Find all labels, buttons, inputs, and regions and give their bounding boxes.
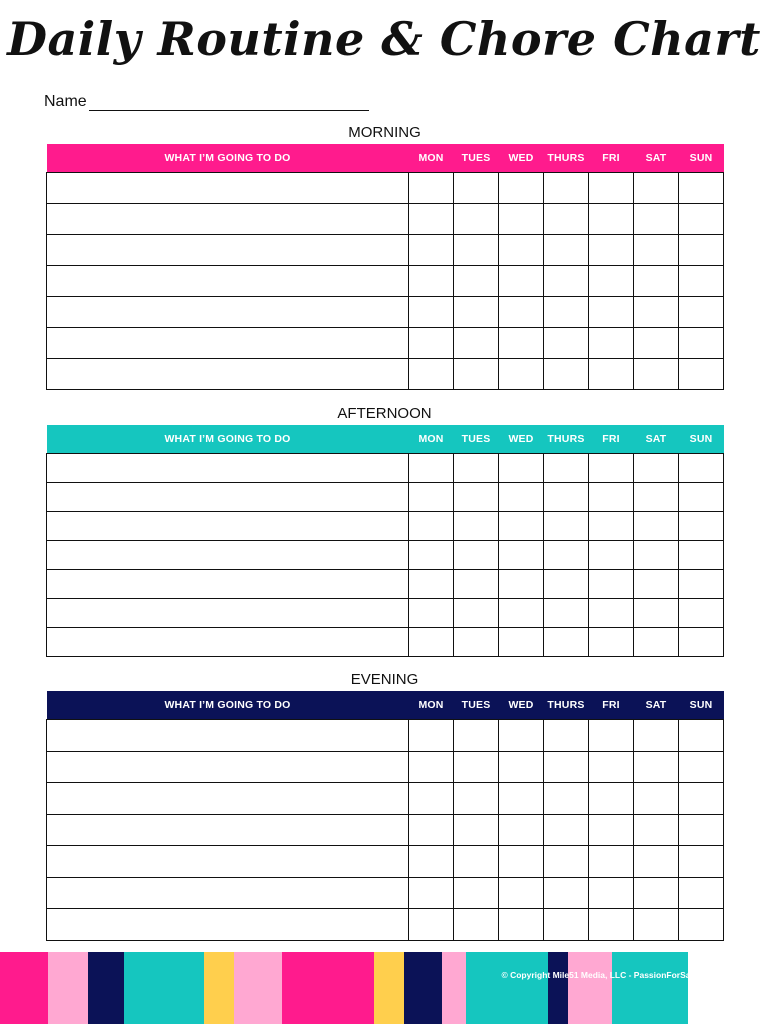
day-checkbox-cell[interactable] [634, 454, 679, 483]
day-checkbox-cell[interactable] [409, 235, 454, 266]
task-cell[interactable] [47, 235, 409, 266]
header-day: THURS [544, 425, 589, 454]
table-row [47, 173, 724, 204]
day-checkbox-cell[interactable] [544, 877, 589, 909]
day-checkbox-cell[interactable] [634, 297, 679, 328]
day-checkbox-cell[interactable] [499, 628, 544, 657]
day-checkbox-cell[interactable] [409, 570, 454, 599]
task-cell[interactable] [47, 814, 409, 846]
day-checkbox-cell[interactable] [454, 173, 499, 204]
day-checkbox-cell[interactable] [589, 454, 634, 483]
day-checkbox-cell[interactable] [409, 814, 454, 846]
day-checkbox-cell[interactable] [409, 512, 454, 541]
header-day: WED [499, 144, 544, 173]
day-checkbox-cell[interactable] [409, 846, 454, 878]
day-checkbox-cell[interactable] [679, 751, 724, 783]
table-header-row [47, 425, 724, 454]
day-checkbox-cell[interactable] [409, 628, 454, 657]
day-checkbox-cell[interactable] [544, 266, 589, 297]
day-checkbox-cell[interactable] [589, 814, 634, 846]
day-checkbox-cell[interactable] [589, 173, 634, 204]
name-field[interactable] [44, 93, 369, 111]
task-cell[interactable] [47, 204, 409, 235]
day-checkbox-cell[interactable] [589, 628, 634, 657]
footer-stripe [466, 952, 548, 1024]
footer-stripe [568, 952, 612, 1024]
day-checkbox-cell[interactable] [679, 297, 724, 328]
day-checkbox-cell[interactable] [634, 173, 679, 204]
header-day: TUES [454, 691, 499, 720]
day-checkbox-cell[interactable] [454, 783, 499, 815]
day-checkbox-cell[interactable] [544, 720, 589, 752]
footer-stripes [0, 952, 768, 1024]
day-checkbox-cell[interactable] [589, 483, 634, 512]
table-row [47, 751, 724, 783]
day-checkbox-cell[interactable] [454, 846, 499, 878]
day-checkbox-cell[interactable] [679, 570, 724, 599]
footer-stripe [404, 952, 442, 1024]
day-checkbox-cell[interactable] [679, 783, 724, 815]
header-day: SAT [634, 425, 679, 454]
footer-stripe [234, 952, 282, 1024]
day-checkbox-cell[interactable] [499, 541, 544, 570]
day-checkbox-cell[interactable] [589, 599, 634, 628]
table-row [47, 204, 724, 235]
day-checkbox-cell[interactable] [499, 783, 544, 815]
day-checkbox-cell[interactable] [544, 909, 589, 941]
day-checkbox-cell[interactable] [589, 204, 634, 235]
day-checkbox-cell[interactable] [544, 541, 589, 570]
day-checkbox-cell[interactable] [454, 266, 499, 297]
day-checkbox-cell[interactable] [499, 359, 544, 390]
day-checkbox-cell[interactable] [544, 628, 589, 657]
table-row [47, 266, 724, 297]
chore-table [46, 425, 724, 657]
chore-table [46, 144, 724, 390]
day-checkbox-cell[interactable] [454, 328, 499, 359]
day-checkbox-cell[interactable] [544, 297, 589, 328]
day-checkbox-cell[interactable] [679, 204, 724, 235]
header-day: FRI [589, 144, 634, 173]
section-evening [46, 669, 723, 941]
day-checkbox-cell[interactable] [409, 909, 454, 941]
day-checkbox-cell[interactable] [679, 173, 724, 204]
table-row [47, 570, 724, 599]
section-heading: MORNING [348, 124, 421, 141]
day-checkbox-cell[interactable] [634, 909, 679, 941]
task-cell[interactable] [47, 599, 409, 628]
table-row [47, 909, 724, 941]
day-checkbox-cell[interactable] [634, 328, 679, 359]
task-cell[interactable] [47, 483, 409, 512]
table-row [47, 512, 724, 541]
day-checkbox-cell[interactable] [544, 814, 589, 846]
day-checkbox-cell[interactable] [589, 783, 634, 815]
day-checkbox-cell[interactable] [499, 720, 544, 752]
day-checkbox-cell[interactable] [499, 877, 544, 909]
day-checkbox-cell[interactable] [499, 266, 544, 297]
footer-stripe [442, 952, 466, 1024]
header-day: MON [409, 425, 454, 454]
day-checkbox-cell[interactable] [499, 599, 544, 628]
day-checkbox-cell[interactable] [679, 814, 724, 846]
table-header-row [47, 144, 724, 173]
day-checkbox-cell[interactable] [679, 599, 724, 628]
day-checkbox-cell[interactable] [589, 359, 634, 390]
day-checkbox-cell[interactable] [499, 751, 544, 783]
table-header-row [47, 691, 724, 720]
day-checkbox-cell[interactable] [679, 235, 724, 266]
day-checkbox-cell[interactable] [454, 541, 499, 570]
day-checkbox-cell[interactable] [454, 814, 499, 846]
day-checkbox-cell[interactable] [544, 783, 589, 815]
chore-table [46, 691, 724, 941]
copyright-text: © Copyright Mile51 Media, LLC - PassionForSavings.com [501, 970, 733, 980]
header-day: TUES [454, 425, 499, 454]
day-checkbox-cell[interactable] [454, 454, 499, 483]
table-row [47, 720, 724, 752]
day-checkbox-cell[interactable] [589, 328, 634, 359]
header-task: WHAT I’M GOING TO DO [47, 425, 409, 454]
day-checkbox-cell[interactable] [544, 570, 589, 599]
day-checkbox-cell[interactable] [589, 512, 634, 541]
day-checkbox-cell[interactable] [634, 783, 679, 815]
header-day: TUES [454, 144, 499, 173]
task-cell[interactable] [47, 570, 409, 599]
day-checkbox-cell[interactable] [409, 454, 454, 483]
day-checkbox-cell[interactable] [454, 483, 499, 512]
day-checkbox-cell[interactable] [634, 266, 679, 297]
day-checkbox-cell[interactable] [499, 235, 544, 266]
day-checkbox-cell[interactable] [634, 541, 679, 570]
day-checkbox-cell[interactable] [544, 235, 589, 266]
footer-stripe [548, 952, 568, 1024]
day-checkbox-cell[interactable] [544, 204, 589, 235]
day-checkbox-cell[interactable] [499, 483, 544, 512]
name-underline[interactable] [89, 96, 369, 111]
day-checkbox-cell[interactable] [409, 359, 454, 390]
day-checkbox-cell[interactable] [499, 846, 544, 878]
task-cell[interactable] [47, 751, 409, 783]
day-checkbox-cell[interactable] [409, 877, 454, 909]
table-row [47, 628, 724, 657]
task-cell[interactable] [47, 783, 409, 815]
day-checkbox-cell[interactable] [454, 909, 499, 941]
day-checkbox-cell[interactable] [634, 846, 679, 878]
day-checkbox-cell[interactable] [589, 266, 634, 297]
day-checkbox-cell[interactable] [544, 328, 589, 359]
table-row [47, 235, 724, 266]
day-checkbox-cell[interactable] [499, 814, 544, 846]
task-cell[interactable] [47, 909, 409, 941]
day-checkbox-cell[interactable] [589, 751, 634, 783]
header-day: SUN [679, 144, 724, 173]
day-checkbox-cell[interactable] [589, 570, 634, 599]
day-checkbox-cell[interactable] [409, 204, 454, 235]
footer-stripe [124, 952, 204, 1024]
table-row [47, 454, 724, 483]
task-cell[interactable] [47, 454, 409, 483]
day-checkbox-cell[interactable] [499, 570, 544, 599]
day-checkbox-cell[interactable] [634, 814, 679, 846]
section-heading: EVENING [350, 671, 419, 688]
task-cell[interactable] [47, 846, 409, 878]
table-row [47, 541, 724, 570]
day-checkbox-cell[interactable] [454, 359, 499, 390]
day-checkbox-cell[interactable] [634, 877, 679, 909]
task-cell[interactable] [47, 328, 409, 359]
header-day: THURS [544, 144, 589, 173]
day-checkbox-cell[interactable] [544, 173, 589, 204]
day-checkbox-cell[interactable] [499, 297, 544, 328]
day-checkbox-cell[interactable] [409, 173, 454, 204]
task-cell[interactable] [47, 541, 409, 570]
day-checkbox-cell[interactable] [409, 599, 454, 628]
day-checkbox-cell[interactable] [454, 720, 499, 752]
header-day: MON [409, 691, 454, 720]
day-checkbox-cell[interactable] [544, 512, 589, 541]
header-day: SUN [679, 691, 724, 720]
day-checkbox-cell[interactable] [634, 359, 679, 390]
task-cell[interactable] [47, 266, 409, 297]
section-heading: AFTERNOON [337, 405, 432, 422]
footer-stripe [612, 952, 688, 1024]
header-day: MON [409, 144, 454, 173]
day-checkbox-cell[interactable] [679, 541, 724, 570]
day-checkbox-cell[interactable] [679, 483, 724, 512]
table-row [47, 814, 724, 846]
day-checkbox-cell[interactable] [544, 359, 589, 390]
day-checkbox-cell[interactable] [499, 909, 544, 941]
day-checkbox-cell[interactable] [679, 454, 724, 483]
section-afternoon [46, 403, 723, 657]
day-checkbox-cell[interactable] [679, 359, 724, 390]
day-checkbox-cell[interactable] [454, 599, 499, 628]
day-checkbox-cell[interactable] [634, 599, 679, 628]
day-checkbox-cell[interactable] [409, 483, 454, 512]
day-checkbox-cell[interactable] [589, 541, 634, 570]
day-checkbox-cell[interactable] [544, 483, 589, 512]
table-row [47, 599, 724, 628]
day-checkbox-cell[interactable] [454, 751, 499, 783]
day-checkbox-cell[interactable] [544, 454, 589, 483]
section-morning [46, 122, 723, 390]
day-checkbox-cell[interactable] [679, 628, 724, 657]
footer-stripe [48, 952, 88, 1024]
table-row [47, 877, 724, 909]
day-checkbox-cell[interactable] [634, 751, 679, 783]
day-checkbox-cell[interactable] [679, 909, 724, 941]
task-cell[interactable] [47, 512, 409, 541]
footer-stripe [88, 952, 124, 1024]
day-checkbox-cell[interactable] [589, 877, 634, 909]
day-checkbox-cell[interactable] [634, 628, 679, 657]
header-day: FRI [589, 691, 634, 720]
day-checkbox-cell[interactable] [679, 877, 724, 909]
day-checkbox-cell[interactable] [499, 204, 544, 235]
header-day: THURS [544, 691, 589, 720]
footer-stripe [282, 952, 374, 1024]
day-checkbox-cell[interactable] [634, 720, 679, 752]
task-cell[interactable] [47, 720, 409, 752]
day-checkbox-cell[interactable] [589, 297, 634, 328]
header-day: SAT [634, 144, 679, 173]
day-checkbox-cell[interactable] [499, 328, 544, 359]
day-checkbox-cell[interactable] [679, 266, 724, 297]
header-day: FRI [589, 425, 634, 454]
name-label: Name [44, 93, 87, 110]
task-cell[interactable] [47, 297, 409, 328]
day-checkbox-cell[interactable] [679, 846, 724, 878]
task-cell[interactable] [47, 877, 409, 909]
table-row [47, 359, 724, 390]
task-cell[interactable] [47, 359, 409, 390]
day-checkbox-cell[interactable] [634, 483, 679, 512]
day-checkbox-cell[interactable] [544, 599, 589, 628]
task-cell[interactable] [47, 173, 409, 204]
day-checkbox-cell[interactable] [589, 846, 634, 878]
table-row [47, 297, 724, 328]
header-day: WED [499, 425, 544, 454]
day-checkbox-cell[interactable] [454, 570, 499, 599]
day-checkbox-cell[interactable] [634, 570, 679, 599]
day-checkbox-cell[interactable] [409, 720, 454, 752]
day-checkbox-cell[interactable] [454, 297, 499, 328]
day-checkbox-cell[interactable] [499, 512, 544, 541]
day-checkbox-cell[interactable] [454, 235, 499, 266]
day-checkbox-cell[interactable] [634, 512, 679, 541]
day-checkbox-cell[interactable] [499, 454, 544, 483]
day-checkbox-cell[interactable] [409, 328, 454, 359]
day-checkbox-cell[interactable] [589, 909, 634, 941]
day-checkbox-cell[interactable] [679, 328, 724, 359]
day-checkbox-cell[interactable] [544, 846, 589, 878]
table-row [47, 783, 724, 815]
day-checkbox-cell[interactable] [409, 297, 454, 328]
header-day: SAT [634, 691, 679, 720]
day-checkbox-cell[interactable] [454, 204, 499, 235]
footer-stripe [0, 952, 48, 1024]
day-checkbox-cell[interactable] [589, 235, 634, 266]
day-checkbox-cell[interactable] [454, 877, 499, 909]
header-task: WHAT I’M GOING TO DO [47, 144, 409, 173]
task-cell[interactable] [47, 628, 409, 657]
footer-stripe [204, 952, 234, 1024]
day-checkbox-cell[interactable] [499, 173, 544, 204]
day-checkbox-cell[interactable] [544, 751, 589, 783]
page-title: Daily Routine & Chore Chart [7, 12, 761, 66]
day-checkbox-cell[interactable] [679, 720, 724, 752]
header-day: SUN [679, 425, 724, 454]
day-checkbox-cell[interactable] [679, 512, 724, 541]
day-checkbox-cell[interactable] [634, 235, 679, 266]
day-checkbox-cell[interactable] [454, 512, 499, 541]
table-row [47, 846, 724, 878]
day-checkbox-cell[interactable] [409, 783, 454, 815]
day-checkbox-cell[interactable] [409, 541, 454, 570]
table-row [47, 328, 724, 359]
day-checkbox-cell[interactable] [454, 628, 499, 657]
day-checkbox-cell[interactable] [634, 204, 679, 235]
footer-stripe [374, 952, 404, 1024]
header-task: WHAT I’M GOING TO DO [47, 691, 409, 720]
day-checkbox-cell[interactable] [409, 751, 454, 783]
day-checkbox-cell[interactable] [409, 266, 454, 297]
day-checkbox-cell[interactable] [589, 720, 634, 752]
table-row [47, 483, 724, 512]
header-day: WED [499, 691, 544, 720]
